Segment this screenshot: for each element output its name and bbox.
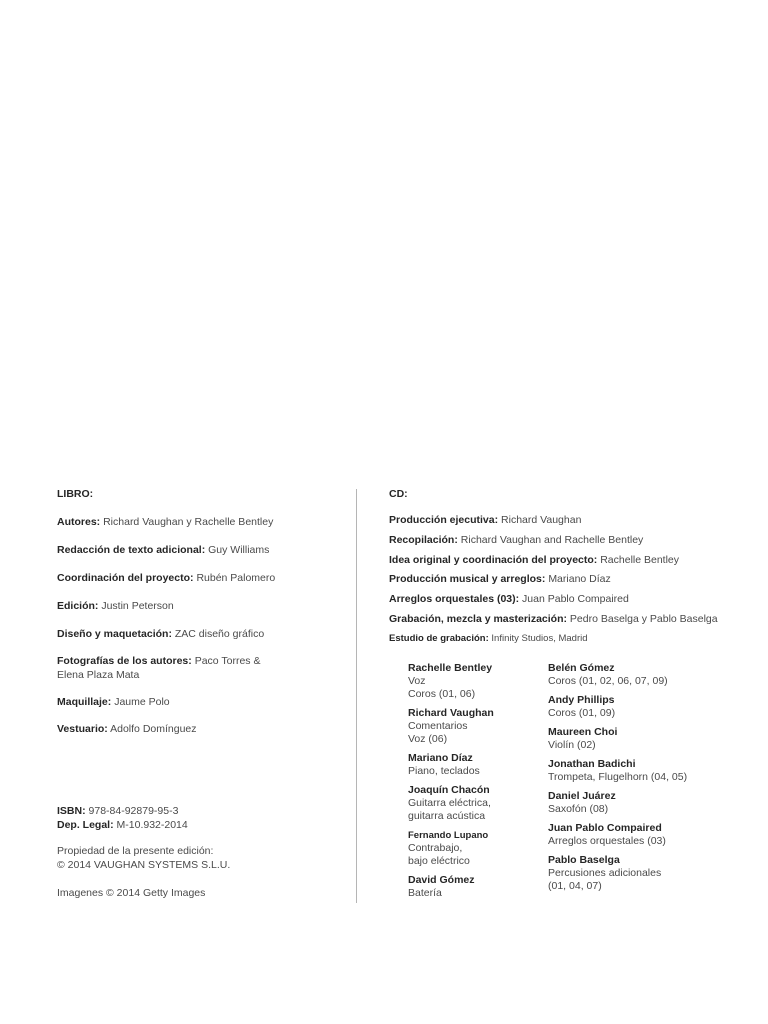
dep-legal: Dep. Legal: M-10.932-2014 bbox=[57, 819, 188, 831]
credit-fotografias: Fotografías de los autores: Paco Torres & Elena Plaza Mata bbox=[57, 655, 261, 681]
isbn: ISBN: 978-84-92879-95-3 bbox=[57, 805, 179, 817]
musician: Fernando Lupano Contrabajo, bajo eléctrico bbox=[408, 830, 489, 867]
musician: Joaquín Chacón Guitarra eléctrica, guitarra acústica bbox=[408, 784, 491, 822]
credit-estudio: Estudio de grabación: Infinity Studios, Madrid bbox=[389, 633, 588, 644]
musician: Andy Phillips Coros (01, 09) bbox=[548, 694, 616, 719]
musician: Rachelle Bentley Voz Coros (01, 06) bbox=[408, 662, 493, 700]
column-divider bbox=[356, 489, 357, 903]
credit-idea-original: Idea original y coordinación del proyecto: Rachelle Bentley bbox=[389, 554, 680, 566]
cd-heading: CD: bbox=[389, 488, 408, 500]
musicians-column-right bbox=[548, 662, 698, 899]
credit-produccion-musical: Producción musical y arreglos: Mariano Díaz bbox=[389, 573, 611, 585]
credit-maquillaje: Maquillaje: Jaume Polo bbox=[57, 696, 170, 708]
credit-vestuario: Vestuario: Adolfo Domínguez bbox=[57, 723, 197, 735]
musician: Pablo Baselga Percusiones adicionales (01, 04, 07) bbox=[548, 854, 662, 892]
libro-heading: LIBRO: bbox=[57, 488, 94, 500]
musician: Juan Pablo Compaired Arreglos orquestales (03) bbox=[548, 822, 666, 847]
isbn-block bbox=[57, 804, 188, 832]
cd-credits bbox=[389, 487, 759, 899]
musician: Mariano Díaz Piano, teclados bbox=[408, 752, 480, 777]
images-credit: Imagenes © 2014 Getty Images bbox=[57, 887, 206, 899]
credit-autores: Autores: Richard Vaughan y Rachelle Bentley bbox=[57, 516, 274, 528]
musician: Richard Vaughan Comentarios Voz (06) bbox=[408, 707, 494, 745]
musician: Daniel Juárez Saxofón (08) bbox=[548, 790, 616, 815]
credit-edicion: Edición: Justin Peterson bbox=[57, 600, 174, 612]
credit-redaccion: Redacción de texto adicional: Guy Williams bbox=[57, 544, 270, 556]
libro-credits bbox=[57, 487, 347, 899]
musician: Jonathan Badichi Trompeta, Flugelhorn (04, 05) bbox=[548, 758, 688, 783]
credit-produccion-ejecutiva: Producción ejecutiva: Richard Vaughan bbox=[389, 514, 582, 526]
credit-coordinacion: Coordinación del proyecto: Rubén Palomero bbox=[57, 572, 276, 584]
credit-grabacion: Grabación, mezcla y masterización: Pedro Baselga y Pablo Baselga bbox=[389, 613, 718, 625]
credit-diseno: Diseño y maquetación: ZAC diseño gráfico bbox=[57, 628, 265, 640]
musician: David Gómez Batería bbox=[408, 874, 475, 899]
musician: Belén Gómez Coros (01, 02, 06, 07, 09) bbox=[548, 662, 668, 687]
rights-block: Propiedad de la presente edición: © 2014 VAUGHAN SYSTEMS S.L.U. bbox=[57, 845, 231, 871]
musician: Maureen Choi Violín (02) bbox=[548, 726, 618, 751]
credit-recopilacion: Recopilación: Richard Vaughan and Rachelle Bentley bbox=[389, 534, 644, 546]
musicians-column-left bbox=[408, 662, 558, 906]
credit-arreglos-orquestales: Arreglos orquestales (03): Juan Pablo Compaired bbox=[389, 593, 629, 605]
